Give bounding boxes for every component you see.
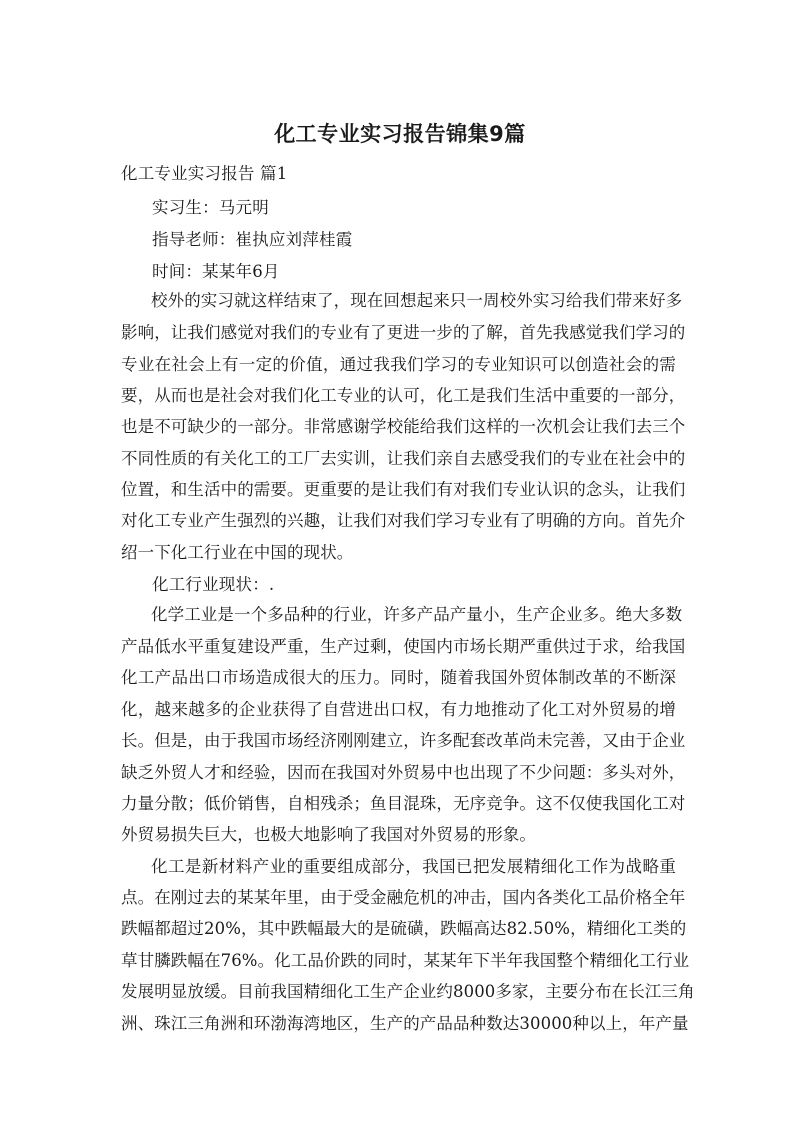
paragraph-line: 校外的实习就这样结束了，现在回想起来只一周校外实习给我们带来好多 — [151, 291, 683, 310]
paragraph-line: 化学工业是一个多品种的行业，许多产品产量小，生产企业多。绝大多数 — [151, 605, 683, 624]
paragraph-line: 专业在社会上有一定的价值，通过我我们学习的专业知识可以创造社会的需 — [121, 355, 676, 374]
paragraph-line: 化工产品出口市场造成很大的压力。同时，随着我国外贸体制改革的不断深 — [121, 668, 676, 687]
paragraph-line: 要，从而也是社会对我们化工专业的认可，化工是我们生活中重要的一部分， — [121, 386, 686, 405]
paragraph-line: 对化工专业产生强烈的兴趣，让我们对我们学习专业有了明确的方向。首先介 — [121, 511, 686, 530]
paragraph-line: 跌幅都超过20%，其中跌幅最大的是硫磺，跌幅高达82.50%，精细化工类的 — [121, 919, 687, 938]
paragraph-line: 不同性质的有关化工的工厂去实训，让我们亲自去感受我们的专业在社会中的 — [121, 449, 686, 468]
paragraph-line: 草甘膦跌幅在76%。化工品价跌的同时，某某年下半年我国整个精细化工行业 — [121, 951, 690, 970]
paragraph-line: 发展明显放缓。目前我国精细化工生产企业约8000多家，主要分布在长江三角 — [121, 982, 695, 1001]
paragraph-line: 化工是新材料产业的重要组成部分，我国已把发展精细化工作为战略重 — [151, 857, 676, 876]
paragraph-line: 化，越来越多的企业获得了自营进出口权，有力地推动了化工对外贸易的增 — [121, 700, 676, 719]
document-title: 化工专业实习报告锦集9篇 — [274, 122, 526, 146]
paragraph-line: 影响，让我们感觉对我们的专业有了更进一步的了解，首先我感觉我们学习的 — [121, 323, 686, 342]
paragraph-line: 长。但是，由于我国市场经济刚刚建立，许多配套改革尚未完善，又由于企业 — [121, 731, 686, 750]
paragraph-line: 绍一下化工行业在中国的现状。 — [121, 543, 354, 562]
paragraph-line: 位置，和生活中的需要。更重要的是让我们有对我们专业认识的念头，让我们 — [121, 480, 686, 499]
paragraph-line: 点。在刚过去的某某年里，由于受金融危机的冲击，国内各类化工品价格全年 — [121, 888, 686, 907]
advisor-line: 指导老师：崔执应刘萍桂霞 — [152, 230, 353, 249]
paragraph-line: 洲、珠江三角洲和环渤海湾地区，生产的产品品种数达30000种以上，年产量 — [121, 1014, 689, 1033]
paragraph-line: 也是不可缺少的一部分。非常感谢学校能给我们这样的一次机会让我们去三个 — [121, 417, 686, 436]
time-line: 时间：某某年6月 — [152, 262, 280, 281]
paragraph-line: 力量分散；低价销售，自相残杀；鱼目混珠，无序竞争。这不仅使我国化工对 — [121, 794, 686, 813]
paragraph-line: 外贸易损失巨大，也极大地影响了我国对外贸易的形象。 — [121, 825, 536, 844]
paragraph-line: 产品低水平重复建设严重，生产过剩，使国内市场长期严重供过于求，给我国 — [121, 637, 686, 656]
paragraph-line: 缺乏外贸人才和经验，因而在我国对外贸易中也出现了不少问题：多头对外， — [121, 763, 686, 782]
section-heading: 化工专业实习报告 篇1 — [121, 164, 288, 183]
industry-heading: 化工行业现状：. — [152, 575, 275, 594]
intern-line: 实习生：马元明 — [152, 198, 269, 217]
